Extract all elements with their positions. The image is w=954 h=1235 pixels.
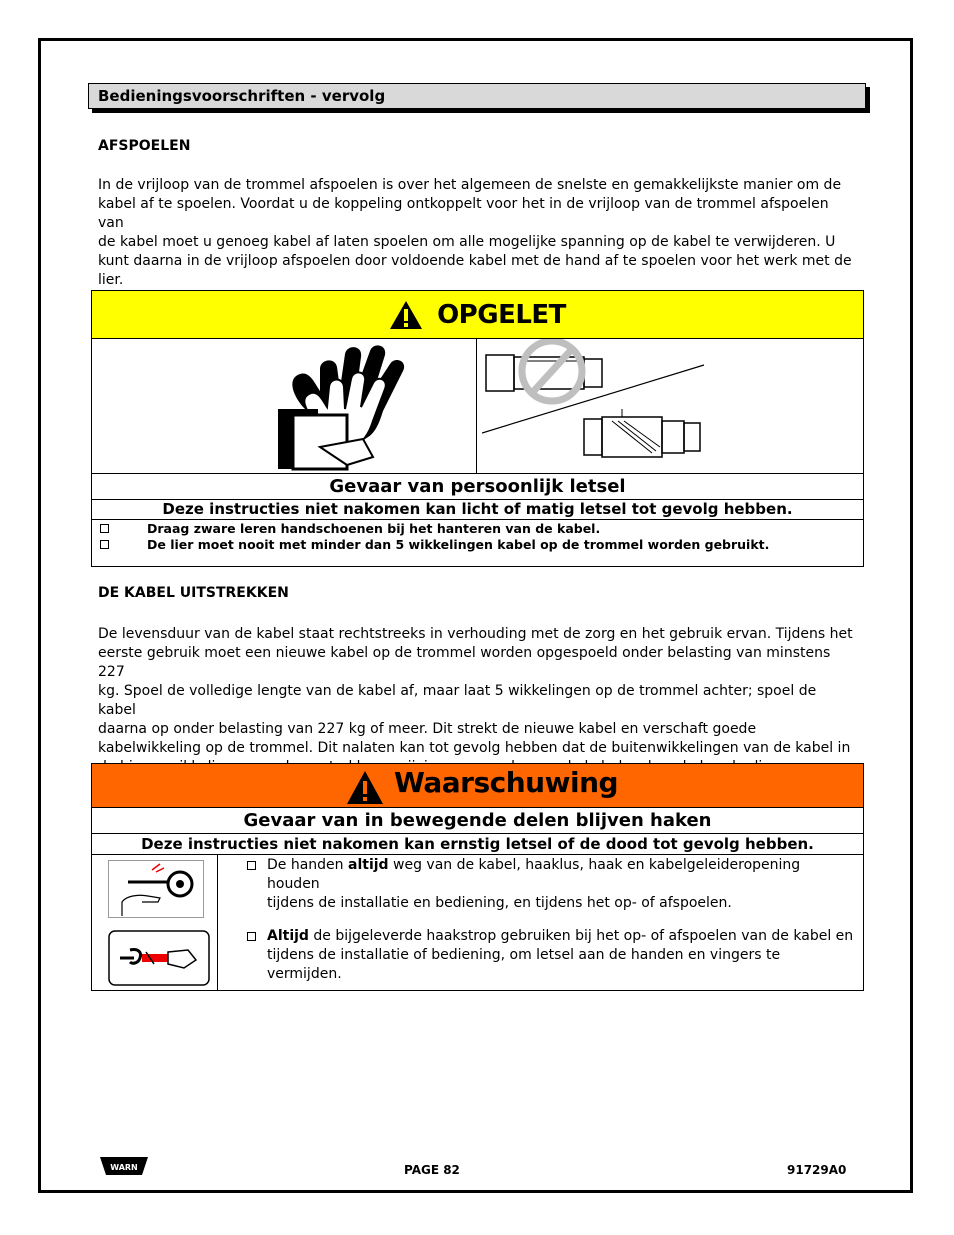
uitstrekken-paragraph — [98, 625, 858, 777]
caution-signal-word: OPGELET — [437, 299, 566, 330]
list-item — [92, 521, 863, 537]
caution-box — [91, 290, 864, 567]
warning-triangle-icon — [389, 300, 423, 330]
warning-signal-word: Waarschuwing — [394, 766, 619, 799]
checkbox-bullet-icon — [247, 932, 256, 941]
caution-consequence: Deze instructies niet nakomen kan licht of matig letsel tot gevolg hebben. — [92, 500, 863, 520]
caution-pictograms — [92, 339, 863, 474]
hand-drum-entanglement-icon — [108, 860, 204, 918]
afspoelen-line: kabel af te spoelen. Voordat u de koppeling ontkoppelt voor het in de vrijloop van de trommel afspoelen van — [98, 196, 829, 231]
caution-hazard-title: Gevaar van persoonlijk letsel — [92, 474, 863, 500]
emphasis: Altijd — [267, 928, 309, 944]
warning-hazard-title: Gevaar van in bewegende delen blijven haken — [92, 808, 863, 834]
warning-item-text — [267, 856, 857, 913]
list-item — [92, 537, 863, 553]
list-item-text: Draag zware leren handschoenen bij het hanteren van de kabel. — [147, 521, 601, 536]
text-run: tijdens de installatie en bediening, en tijdens het op- of afspoelen. — [267, 895, 732, 911]
document-number: 91729A0 — [787, 1163, 847, 1177]
winch-icon — [582, 407, 712, 469]
warning-consequence: Deze instructies niet nakomen kan ernstig letsel of de dood tot gevolg hebben. — [92, 834, 863, 855]
warning-triangle-icon — [343, 767, 387, 807]
uitstrekken-line: daarna op onder belasting van 227 kg of meer. Dit strekt de nieuwe kabel en verschaft goede — [98, 721, 757, 737]
afspoelen-line: de kabel moet u genoeg kabel af laten spoelen om alle mogelijke spanning op de kabel te verwijderen. U — [98, 234, 836, 250]
hook-strap-icon — [108, 930, 210, 986]
warn-logo — [98, 1155, 150, 1177]
afspoelen-heading: AFSPOELEN — [98, 138, 191, 154]
afspoelen-line: lier. — [98, 272, 124, 288]
uitstrekken-line: eerste gebruik moet een nieuwe kabel op de trommel worden opgespoeld onder belasting van minstens 227 — [98, 645, 831, 680]
afspoelen-line: kunt daarna in de vrijloop afspoelen door voldoende kabel met de hand af te spoelen voor het werk met de — [98, 253, 852, 269]
warning-banner — [92, 764, 863, 808]
checkbox-bullet-icon — [100, 524, 109, 533]
page-number: PAGE 82 — [404, 1163, 460, 1177]
checkbox-bullet-icon — [100, 540, 109, 549]
uitstrekken-line: kabelwikkeling op de trommel. Dit nalaten kan tot gevolg hebben dat de buitenwikkelingen van de kabel in — [98, 740, 851, 756]
gloves-icon — [275, 339, 425, 471]
text-run: weg van de kabel, haaklus, haak en kabelgeleideropening houden — [267, 857, 801, 892]
section-header: Bedieningsvoorschriften - vervolg — [88, 83, 866, 109]
checkbox-bullet-icon — [247, 861, 256, 870]
list-item-text: De lier moet nooit met minder dan 5 wikkelingen kabel op de trommel worden gebruikt. — [147, 537, 770, 552]
caution-banner — [92, 291, 863, 339]
text-run: De handen — [267, 857, 348, 873]
warning-icon-column — [92, 855, 218, 991]
uitstrekken-heading: DE KABEL UITSTREKKEN — [98, 585, 289, 601]
caution-list — [92, 521, 863, 553]
text-run: tijdens de installatie of bediening, om letsel aan de handen en vingers te vermijden. — [267, 947, 781, 982]
uitstrekken-line: De levensduur van de kabel staat rechtstreeks in verhouding met de zorg en het gebruik ervan. Tijdens het — [98, 626, 853, 642]
text-run: de bijgeleverde haakstrop gebruiken bij het op- of afspoelen van de kabel en — [308, 928, 854, 944]
warning-triangle-cell — [343, 767, 387, 807]
afspoelen-paragraph — [98, 176, 858, 290]
warn-logo-text: WARN — [110, 1163, 138, 1172]
afspoelen-line: In de vrijloop van de trommel afspoelen is over het algemeen de snelste en gemakkelijkste manier om de — [98, 177, 842, 193]
pictogram-divider — [476, 339, 477, 473]
emphasis: altijd — [348, 857, 389, 873]
uitstrekken-line: kg. Spoel de volledige lengte van de kabel af, maar laat 5 wikkelingen op de trommel achter; spoel de kabel — [98, 683, 817, 718]
warning-item-text — [267, 927, 857, 984]
warning-box — [91, 763, 864, 991]
